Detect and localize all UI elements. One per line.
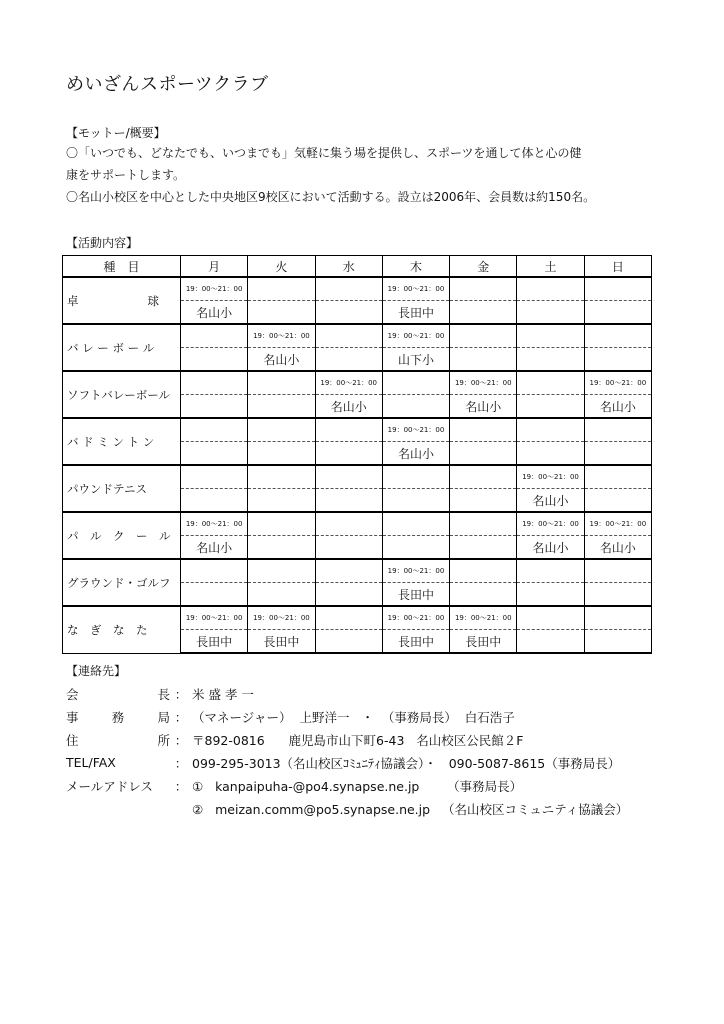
schedule-time — [584, 559, 651, 583]
schedule-time — [517, 418, 584, 442]
schedule-venue — [584, 630, 651, 654]
sport-label: 卓 球 — [67, 293, 159, 308]
contact-value: （マネージャー） 上野洋一 ・ （事務局長） 白石浩子 — [192, 709, 515, 725]
sport-label: バ ド ミ ン ト ン — [67, 434, 155, 449]
motto-line-2: 康をサポートします。 — [66, 168, 186, 182]
contact-row — [66, 774, 628, 797]
schedule-time — [584, 465, 651, 489]
schedule-row — [63, 606, 652, 630]
sport-label: ソフトバレーボール — [67, 387, 171, 402]
contact-row — [66, 728, 628, 751]
schedule-row — [63, 559, 652, 583]
contact-label — [66, 685, 170, 703]
schedule-row — [63, 418, 652, 442]
schedule-time — [315, 559, 382, 583]
schedule-venue: 名山小 — [382, 442, 449, 466]
contact-label — [66, 777, 170, 795]
schedule-venue: 長田中 — [248, 630, 315, 654]
schedule-venue — [517, 348, 584, 372]
schedule-venue: 山下小 — [382, 348, 449, 372]
schedule-venue — [450, 442, 517, 466]
schedule-time — [517, 277, 584, 301]
schedule-venue — [517, 583, 584, 607]
schedule-time — [382, 465, 449, 489]
schedule-time — [382, 371, 449, 395]
schedule-venue: 名山小 — [517, 536, 584, 560]
schedule-time: 19：00～21：00 — [181, 606, 248, 630]
schedule-venue — [517, 301, 584, 325]
schedule-time: 19：00～21：00 — [315, 371, 382, 395]
schedule-time — [450, 418, 517, 442]
schedule-row — [63, 371, 652, 395]
contact-value: 099-295-3013（名山校区ｺﾐｭﾆﾃｨ協議会）・ 090-5087-8615（事務局長） — [192, 755, 621, 771]
schedule-venue — [382, 489, 449, 513]
sport-name — [63, 559, 181, 606]
schedule-time — [315, 324, 382, 348]
schedule-time: 19：00～21：00 — [382, 324, 449, 348]
schedule-time: 19：00～21：00 — [584, 512, 651, 536]
schedule-time: 19：00～21：00 — [181, 512, 248, 536]
contact-colon: ： — [174, 709, 188, 725]
schedule-row — [63, 465, 652, 489]
sport-label: な ぎ な た — [67, 622, 148, 637]
header-sport: 種 目 — [63, 256, 181, 278]
schedule-time — [181, 324, 248, 348]
schedule-time — [517, 559, 584, 583]
schedule-venue — [315, 536, 382, 560]
contact-label-part: 所 — [157, 732, 170, 748]
schedule-venue: 長田中 — [382, 583, 449, 607]
header-fri: 金 — [450, 256, 517, 278]
contact-label-part: 局 — [157, 709, 170, 725]
schedule-venue — [517, 395, 584, 419]
sport-name — [63, 371, 181, 418]
schedule-time — [248, 277, 315, 301]
schedule-row — [63, 324, 652, 348]
contact-value: 〒892-0816 鹿児島市山下町6-43 名山校区公民館２F — [192, 732, 524, 748]
schedule-venue: 長田中 — [450, 630, 517, 654]
motto-text — [66, 142, 666, 208]
schedule-venue — [517, 442, 584, 466]
schedule-venue — [181, 583, 248, 607]
schedule-venue — [584, 348, 651, 372]
schedule-time — [315, 465, 382, 489]
sport-name — [63, 512, 181, 559]
schedule-time — [248, 512, 315, 536]
schedule-time — [248, 418, 315, 442]
schedule-venue — [248, 301, 315, 325]
header-mon: 月 — [181, 256, 248, 278]
schedule-time — [315, 606, 382, 630]
contact-colon: ： — [174, 732, 188, 748]
schedule-venue — [315, 348, 382, 372]
schedule-time — [584, 418, 651, 442]
sport-name — [63, 324, 181, 371]
schedule-venue — [517, 630, 584, 654]
sport-label: パウンドテニス — [67, 481, 148, 496]
schedule-time — [248, 465, 315, 489]
schedule-time: 19：00～21：00 — [382, 559, 449, 583]
schedule-venue — [181, 348, 248, 372]
schedule-time — [450, 465, 517, 489]
schedule-time — [584, 606, 651, 630]
contact-colon: ： — [174, 686, 188, 702]
schedule-venue: 名山小 — [584, 395, 651, 419]
schedule-time — [315, 277, 382, 301]
contact-label-part: 務 — [111, 709, 125, 725]
motto-heading: 【モットー/概要】 — [66, 126, 166, 140]
schedule-venue — [248, 583, 315, 607]
sport-name — [63, 277, 181, 324]
schedule-time — [517, 371, 584, 395]
schedule-venue — [315, 301, 382, 325]
schedule-venue: 名山小 — [517, 489, 584, 513]
schedule-time — [181, 371, 248, 395]
schedule-venue: 長田中 — [382, 301, 449, 325]
contact-colon: ： — [174, 778, 188, 794]
contact-block — [66, 682, 628, 820]
contact-value: ① kanpaipuha-@po4.synapse.ne.jp （事務局長） — [192, 778, 523, 794]
header-sat: 土 — [517, 256, 584, 278]
schedule-venue — [181, 489, 248, 513]
schedule-time: 19：00～21：00 — [248, 324, 315, 348]
contact-value: 米 盛 孝 一 — [192, 686, 254, 702]
sport-name — [63, 465, 181, 512]
contact-value: ② meizan.comm@po5.synapse.ne.jp （名山校区コミュニティ協議会） — [192, 801, 629, 817]
sport-label: バ レ ー ボ ー ル — [67, 340, 155, 355]
contact-row — [66, 751, 628, 774]
schedule-venue: 名山小 — [450, 395, 517, 419]
schedule-venue — [181, 442, 248, 466]
schedule-venue — [315, 442, 382, 466]
schedule-venue — [315, 489, 382, 513]
schedule-time: 19：00～21：00 — [382, 277, 449, 301]
schedule-time — [450, 559, 517, 583]
schedule-venue — [382, 395, 449, 419]
schedule-time: 19：00～21：00 — [517, 465, 584, 489]
schedule-venue — [584, 489, 651, 513]
schedule-time — [181, 465, 248, 489]
contact-heading: 【連絡先】 — [66, 664, 127, 678]
header-sun: 日 — [584, 256, 651, 278]
sport-label: パ ル ク ー ル — [67, 528, 171, 543]
contact-label-part: メールアドレス — [66, 778, 153, 794]
schedule-time — [382, 512, 449, 536]
contact-label-part: 会 — [66, 686, 79, 702]
schedule-venue — [450, 348, 517, 372]
motto-line-3: 〇名山小校区を中心とした中央地区9校区において活動する。設立は2006年、会員数は約150名。 — [66, 190, 596, 204]
contact-row — [66, 705, 628, 728]
schedule-time — [248, 559, 315, 583]
schedule-venue: 名山小 — [315, 395, 382, 419]
contact-label-part: 住 — [66, 732, 79, 748]
schedule-venue — [584, 583, 651, 607]
schedule-row — [63, 277, 652, 301]
schedule-time: 19：00～21：00 — [450, 606, 517, 630]
schedule-venue: 長田中 — [181, 630, 248, 654]
schedule-time — [450, 512, 517, 536]
header-thu: 木 — [382, 256, 449, 278]
page-title: めいざんスポーツクラブ — [66, 74, 269, 95]
schedule-time — [450, 324, 517, 348]
motto-line-1: 〇「いつでも、どなたでも、いつまでも」気軽に集う場を提供し、スポーツを通して体と心の健 — [66, 146, 582, 160]
schedule-venue — [248, 489, 315, 513]
sport-name — [63, 418, 181, 465]
schedule-time — [517, 606, 584, 630]
schedule-venue — [382, 536, 449, 560]
header-wed: 水 — [315, 256, 382, 278]
schedule-time — [315, 418, 382, 442]
schedule-time: 19：00～21：00 — [382, 606, 449, 630]
schedule-time — [450, 277, 517, 301]
schedule-venue — [248, 536, 315, 560]
schedule-venue — [450, 536, 517, 560]
contact-label-part: TEL/FAX — [66, 755, 116, 770]
schedule-venue — [450, 489, 517, 513]
schedule-time: 19：00～21：00 — [248, 606, 315, 630]
schedule-body — [63, 277, 652, 653]
schedule-venue: 長田中 — [382, 630, 449, 654]
activity-schedule-table — [62, 255, 652, 654]
contact-label — [66, 731, 170, 749]
schedule-row — [63, 512, 652, 536]
schedule-time: 19：00～21：00 — [450, 371, 517, 395]
schedule-venue: 名山小 — [584, 536, 651, 560]
schedule-time — [181, 418, 248, 442]
schedule-time: 19：00～21：00 — [517, 512, 584, 536]
schedule-venue — [584, 442, 651, 466]
schedule-time: 19：00～21：00 — [382, 418, 449, 442]
contact-row — [66, 682, 628, 705]
schedule-venue: 名山小 — [248, 348, 315, 372]
schedule-time: 19：00～21：00 — [584, 371, 651, 395]
contact-row — [66, 797, 628, 820]
schedule-venue — [584, 301, 651, 325]
schedule-time — [584, 277, 651, 301]
schedule-venue: 名山小 — [181, 536, 248, 560]
schedule-time — [248, 371, 315, 395]
schedule-time — [584, 324, 651, 348]
schedule-header-row — [63, 256, 652, 278]
contact-label-part: 事 — [66, 709, 79, 725]
contact-label-part: 長 — [157, 686, 170, 702]
schedule-time — [517, 324, 584, 348]
schedule-venue: 名山小 — [181, 301, 248, 325]
contact-colon: ： — [174, 755, 188, 771]
contact-label — [66, 708, 170, 726]
schedule-venue — [450, 301, 517, 325]
header-tue: 火 — [248, 256, 315, 278]
schedule-time: 19：00～21：00 — [181, 277, 248, 301]
schedule-venue — [315, 583, 382, 607]
contact-label — [66, 755, 170, 770]
schedule-time — [315, 512, 382, 536]
schedule-venue — [450, 583, 517, 607]
schedule-venue — [248, 395, 315, 419]
sport-label: グラウンド・ゴルフ — [67, 575, 171, 590]
schedule-venue — [248, 442, 315, 466]
sport-name — [63, 606, 181, 653]
schedule-venue — [181, 395, 248, 419]
schedule-time — [181, 559, 248, 583]
schedule-venue — [315, 630, 382, 654]
activities-heading: 【活動内容】 — [66, 236, 139, 250]
